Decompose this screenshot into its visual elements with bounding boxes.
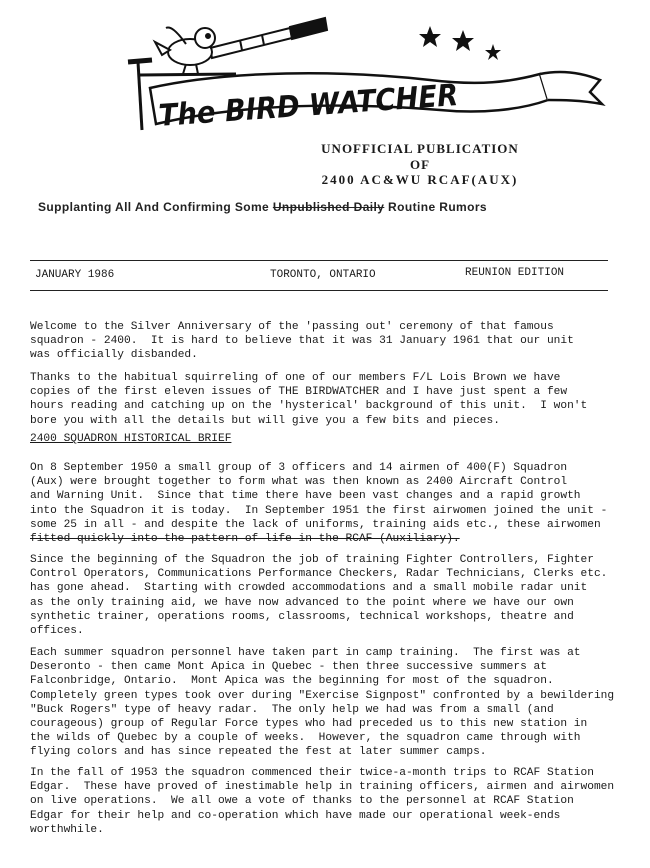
issue-city: TORONTO, ONTARIO (270, 269, 376, 281)
star-icon (485, 44, 501, 60)
divider-top (30, 260, 608, 261)
paragraph-thanks: Thanks to the habitual squirreling of one of our members F/L Lois Brown we have copies of the first eleven issues of THE BIRDWATCHER and I have just spent a few hours reading and catching up on the 'hysterical' background of this unit. I won't bore you with all the details but will give you a few bits and pieces. (30, 372, 588, 427)
star-icons (419, 26, 501, 60)
section-heading: 2400 SQUADRON HISTORICAL BRIEF (30, 433, 232, 445)
paragraph-history: On 8 September 1950 a small group of 3 officers and 14 airmen of 400(F) Squadron (Aux) were brought together to form what was then known as 2400 Aircraft Control and Warning Unit. Since that time there have been vast changes and a rapid growth into the Squadron it is today. In September 1951 the first airwomen joined the unit - some 25 in all - and despite the lack of uniforms, training aids etc., these airwomen (30, 462, 608, 531)
tagline-part-1: Supplanting All And Confirming Some (38, 200, 273, 214)
issue-date: JANUARY 1986 (35, 269, 115, 281)
logo-text: The BIRD WATCHER (157, 76, 488, 134)
tagline-part-3: Routine Rumors (384, 200, 487, 214)
telescope-icon (210, 18, 327, 58)
paragraph-edgar: In the fall of 1953 the squadron commenced their twice-a-month trips to RCAF Station Edgar. These have proved of inestimable help in training officers, airmen and airwomen on live operations. We all owe a vote of thanks to the personnel at RCAF Station Edgar for their help and co-operation which have made our operational week-ends worthwhile. (30, 767, 615, 836)
publication-line-3: 2400 AC&WU RCAF(AUX) (321, 172, 519, 187)
star-icon (452, 30, 474, 51)
star-icon (419, 26, 441, 47)
paragraph-camps: Each summer squadron personnel have taken part in camp training. The first was at Deseronto - then came Mont Apica in Quebec - then three successive summers at Falconbridge, Ontario. Mont Apica was the beginning for most of the squadron. Completely green types took over during "Exercise Signpost" confronted by a bewildering "Buck Rogers" type of heavy radar. The only help we had was from a small (and courageous) group of Regular Force types who had preceded us to this new station in the wilds of Quebec by a couple of weeks. However, the squadron came through with flying colors and has since repeated the fest at later summer camps. (30, 647, 615, 759)
tagline (38, 200, 487, 214)
divider-bottom (30, 290, 608, 291)
paragraph-welcome: Welcome to the Silver Anniversary of the 'passing out' ceremony of that famous squadron - 2400. It is hard to believe that it was 31 January 1961 that our unit was officially disbanded. (30, 321, 574, 362)
paragraph-history-strikethrough: fitted quickly into the pattern of life in the RCAF (Auxiliary). (30, 533, 460, 545)
masthead-logo (0, 0, 650, 140)
tagline-strikethrough: Unpublished Daily (272, 200, 385, 214)
issue-edition: REUNION EDITION (465, 267, 565, 279)
bird-icon (155, 28, 215, 74)
paragraph-training: Since the beginning of the Squadron the job of training Fighter Controllers, Fighter Control Operators, Communications Performance Checkers, Radar Technicians, Clerks etc. has gone ahead. Starting with crowded accommodations and a small mobile radar unit as the only training aid, we have now advanced to the point where we have our own synthetic trainer, operations rooms, classrooms, technical workshops, theatre and offices. (30, 554, 608, 638)
publication-line-1: UNOFFICIAL PUBLICATION (321, 141, 519, 156)
publication-line-2: OF (409, 157, 431, 172)
